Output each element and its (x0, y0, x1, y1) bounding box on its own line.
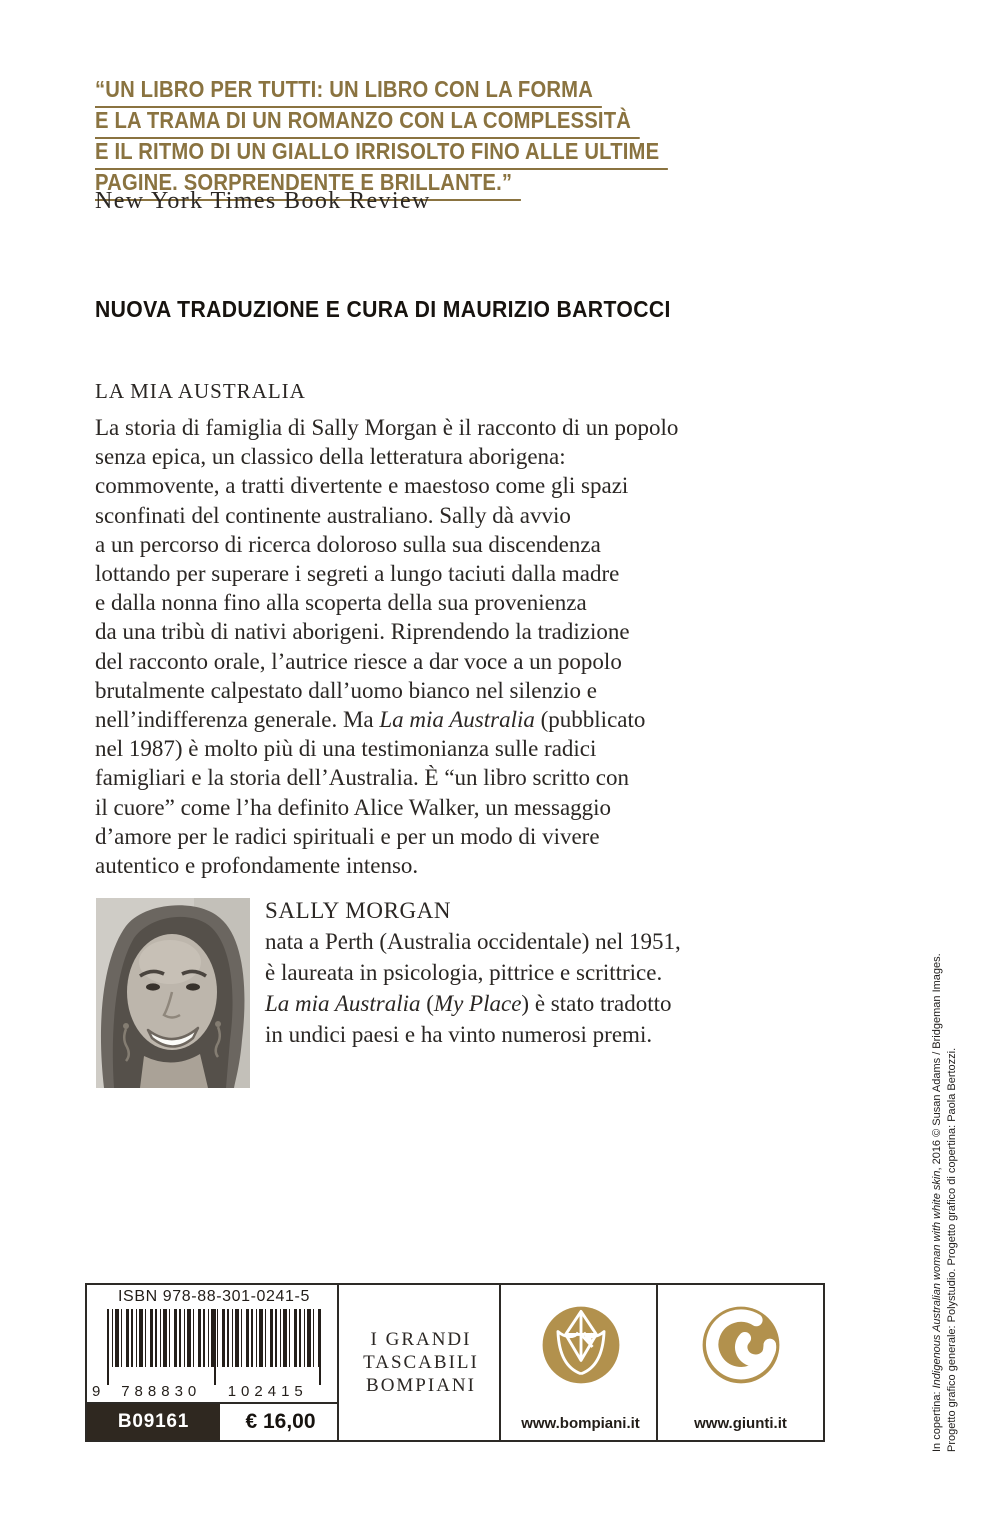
synopsis-line: da una tribù di nativi aborigeni. Riprendendo la tradizione (95, 619, 630, 645)
price: € 16,00 (245, 1410, 316, 1433)
original-title-inline: My Place (433, 991, 522, 1016)
bio-line-text: ( (420, 991, 434, 1016)
synopsis-line: d’amore per le radici spirituali e per un modo di vivere (95, 823, 600, 849)
cover-credit-line: Progetto grafico generale: Polystudio. Progetto grafico di copertina: Paola Bertozzi. (945, 1047, 958, 1452)
bio-line-text: ) è stato tradotto (521, 991, 672, 1016)
barcode-digit-group: 788830 (121, 1383, 202, 1400)
synopsis-line: il cuore” come l’ha definito Alice Walker, un messaggio (95, 794, 612, 820)
barcode-digit-lead: 9 (92, 1383, 101, 1400)
credit-text: , 2016 © Susan Adams / Bridgeman Images. (931, 953, 943, 1171)
synopsis-line: La storia di famiglia di Sally Morgan è il racconto di un popolo (95, 415, 679, 440)
review-quote-line-text: PAGINE. SORPRENDENTE E BRILLANTE.” (95, 169, 521, 201)
book-title-inline: La mia Australia (265, 991, 421, 1016)
synopsis-line: autentico e profondamente intenso. (95, 853, 419, 879)
barcode-box (85, 1283, 343, 1442)
synopsis-line: famigliari e la storia dell’Australia. È “un libro scritto con (95, 765, 629, 791)
book-title-inline: La mia Australia (379, 707, 535, 733)
edition-code: B09161 (87, 1404, 220, 1440)
barcode-digit-group: 102415 (227, 1383, 308, 1400)
synopsis-line: nel 1987) è molto più di una testimonianza sulle radici (95, 736, 597, 762)
bio-line: è laureata in psicologia, pittrice e scrittrice. (265, 960, 663, 985)
bio-line (265, 988, 681, 1019)
synopsis-line: a un percorso di ricerca doloroso sulla sua discendenza (95, 531, 601, 557)
bompiani-logo-icon (533, 1297, 629, 1393)
review-quote-line-text: E LA TRAMA DI UN ROMANZO CON LA COMPLESSITÀ (95, 107, 640, 139)
synopsis-line: lottando per superare i segreti a lungo taciuti dalla madre (95, 561, 620, 587)
series-box (337, 1283, 505, 1442)
synopsis-line: del racconto orale, l’autrice riesce a dar voce a un popolo (95, 648, 622, 674)
giunti-url: www.giunti.it (694, 1415, 787, 1432)
synopsis-line: sconfinati del continente australiano. Sally dà avvio (95, 502, 571, 528)
cover-credit-line (930, 940, 945, 1452)
synopsis-line: commovente, a tratti divertente e maestoso come gli spazi (95, 473, 629, 499)
synopsis-line-text: nell’indifferenza generale. Ma (95, 707, 380, 733)
review-quote-line-text: E IL RITMO DI UN GIALLO IRRISOLTO FINO ALLE ULTIME (95, 138, 668, 170)
barcode-guard-bar (214, 1309, 216, 1385)
synopsis-line: e dalla nonna fino alla scoperta della sua provenienza (95, 590, 587, 616)
edition-note-text: NUOVA TRADUZIONE E CURA DI MAURIZIO BARTOCCI (95, 296, 671, 322)
giunti-logo-icon (693, 1297, 789, 1393)
barcode-guard-bar (107, 1309, 109, 1385)
synopsis-line (95, 705, 678, 734)
author-name: SALLY MORGAN (265, 898, 452, 923)
series-line: BOMPIANI (366, 1375, 476, 1396)
series-line: I GRANDI (370, 1329, 472, 1350)
series-line: TASCABILI (363, 1352, 479, 1373)
synopsis-line: brutalmente calpestato dall’uomo bianco nel silenzio e (95, 677, 597, 703)
isbn-label: ISBN 978-88-301-0241-5 (118, 1288, 310, 1305)
synopsis-line: senza epica, un classico della letteratura aborigena: (95, 444, 566, 470)
synopsis (95, 379, 678, 880)
giunti-box (656, 1283, 825, 1442)
barcode-guard-bar (319, 1309, 321, 1385)
synopsis-line-text: (pubblicato (534, 707, 646, 733)
synopsis-heading: LA MIA AUSTRALIA (95, 379, 306, 403)
quote-attribution: New York Times Book Review (95, 188, 431, 214)
review-quote-line-text: “UN LIBRO PER TUTTI: UN LIBRO CON LA FORMA (95, 76, 602, 108)
review-quote-line (95, 107, 746, 138)
edition-note (95, 296, 721, 323)
author-photo (96, 898, 250, 1088)
bompiani-url: www.bompiani.it (521, 1415, 640, 1432)
cover-artwork-title: Indigenous Australian woman with white skin (931, 1170, 943, 1389)
bompiani-box (499, 1283, 662, 1442)
review-quote-line (95, 138, 746, 169)
review-quote-line (95, 76, 746, 107)
credit-text: In copertina: (931, 1388, 943, 1452)
cover-credits (930, 940, 959, 1452)
barcode-digits (92, 1383, 321, 1400)
price-row (87, 1402, 341, 1440)
review-quote (95, 76, 746, 200)
bio-line: nata a Perth (Australia occidentale) nel 1951, (265, 929, 681, 954)
footer-strip (0, 1283, 1000, 1442)
bio-line: in undici paesi e ha vinto numerosi premi. (265, 1022, 653, 1047)
author-bio (265, 895, 681, 1050)
